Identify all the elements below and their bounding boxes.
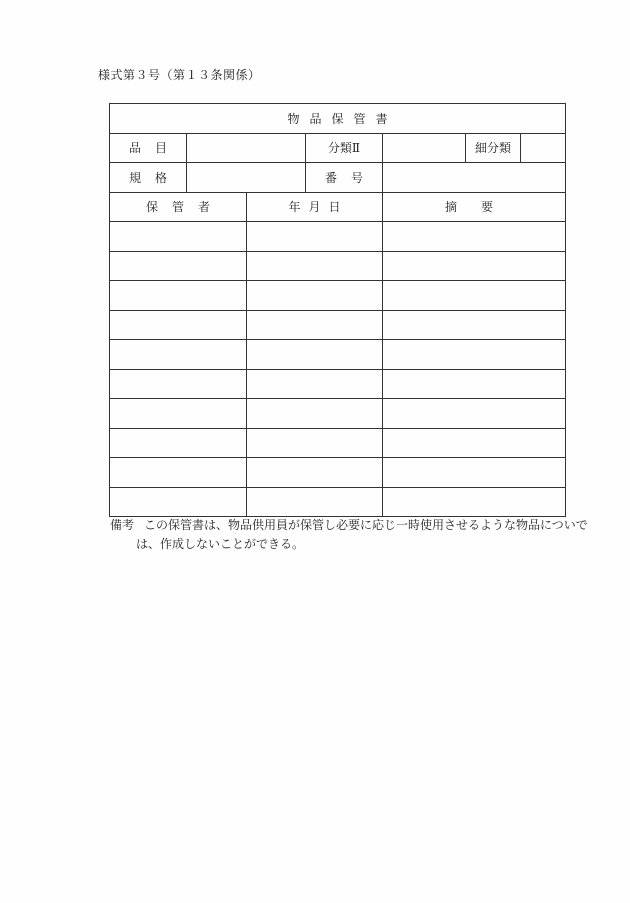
date-cell[interactable] — [247, 428, 383, 458]
note-text-line2: は、作成しないことができる。 — [136, 537, 305, 551]
item-row — [110, 133, 566, 163]
table-row — [110, 428, 566, 458]
date-cell[interactable] — [247, 281, 383, 311]
date-cell[interactable] — [247, 251, 383, 281]
date-header: 年月日 — [247, 192, 383, 222]
custodian-header: 保管者 — [110, 192, 247, 222]
subcategory-label: 細分類 — [466, 133, 521, 163]
number-value-cell[interactable] — [383, 163, 566, 193]
number-label: 番号 — [306, 163, 383, 193]
entry-rows — [110, 222, 566, 517]
form-number: 様式第３号（第１３条関係） — [98, 68, 261, 82]
table-row — [110, 487, 566, 517]
remarks-header: 摘要 — [383, 192, 566, 222]
item-value-cell[interactable] — [187, 133, 306, 163]
custodian-cell[interactable] — [110, 310, 247, 340]
date-cell[interactable] — [247, 458, 383, 488]
table-row — [110, 399, 566, 429]
date-cell[interactable] — [247, 340, 383, 370]
remarks-cell[interactable] — [383, 458, 566, 488]
table-row — [110, 222, 566, 252]
spec-label: 規格 — [110, 163, 187, 193]
remarks-cell[interactable] — [383, 487, 566, 517]
table-row — [110, 251, 566, 281]
table-row — [110, 369, 566, 399]
remarks-cell[interactable] — [383, 251, 566, 281]
custodian-cell[interactable] — [110, 369, 247, 399]
remarks-note — [110, 516, 588, 554]
item-label: 品目 — [110, 133, 187, 163]
remarks-cell[interactable] — [383, 399, 566, 429]
remarks-cell[interactable] — [383, 369, 566, 399]
category-label: 分類Ⅱ — [306, 133, 383, 163]
remarks-cell[interactable] — [383, 340, 566, 370]
custodian-cell[interactable] — [110, 458, 247, 488]
remarks-cell[interactable] — [383, 428, 566, 458]
table-row — [110, 340, 566, 370]
column-header-row — [110, 192, 566, 222]
category-value-cell[interactable] — [383, 133, 466, 163]
date-cell[interactable] — [247, 487, 383, 517]
note-heading: 備考 — [110, 518, 135, 532]
date-cell[interactable] — [247, 310, 383, 340]
subcategory-value-cell[interactable] — [521, 133, 566, 163]
title-row — [110, 104, 566, 134]
custodian-cell[interactable] — [110, 222, 247, 252]
storage-form-table — [109, 103, 566, 517]
remarks-cell[interactable] — [383, 281, 566, 311]
note-text-line1: この保管書は、物品供用員が保管し必要に応じ一時使用させるような物品についで — [144, 518, 588, 532]
custodian-cell[interactable] — [110, 487, 247, 517]
date-cell[interactable] — [247, 399, 383, 429]
table-row — [110, 281, 566, 311]
spec-value-cell[interactable] — [187, 163, 306, 193]
remarks-cell[interactable] — [383, 222, 566, 252]
custodian-cell[interactable] — [110, 251, 247, 281]
table-row — [110, 310, 566, 340]
form-title: 物品保管書 — [110, 104, 566, 134]
custodian-cell[interactable] — [110, 399, 247, 429]
remarks-cell[interactable] — [383, 310, 566, 340]
custodian-cell[interactable] — [110, 428, 247, 458]
custodian-cell[interactable] — [110, 281, 247, 311]
custodian-cell[interactable] — [110, 340, 247, 370]
table-row — [110, 458, 566, 488]
date-cell[interactable] — [247, 222, 383, 252]
spec-row — [110, 163, 566, 193]
date-cell[interactable] — [247, 369, 383, 399]
